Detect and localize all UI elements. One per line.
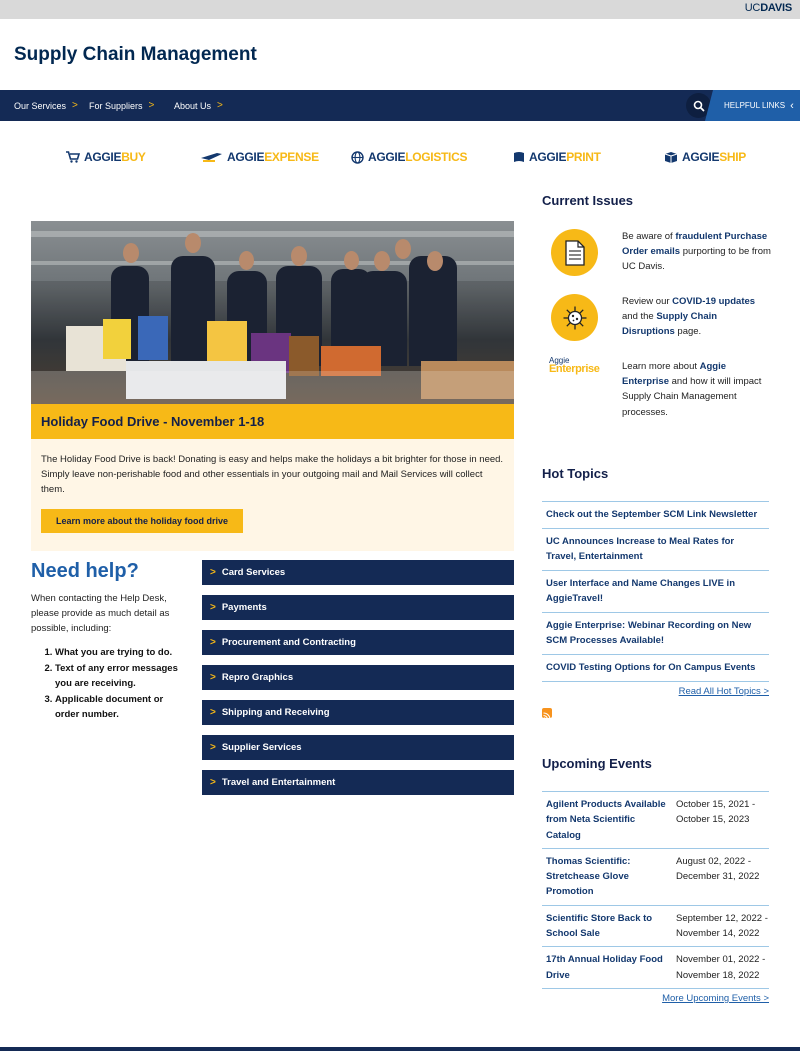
chevron-right-icon: > (210, 567, 216, 578)
learn-more-food-drive-button[interactable]: Learn more about the holiday food drive (41, 509, 243, 533)
issue-text: and the (622, 311, 657, 323)
current-issues-title: Current Issues (542, 193, 634, 208)
issue-text: Be aware of (622, 231, 676, 242)
issue-text: Review our (622, 296, 673, 307)
aggieprint-link[interactable] (513, 150, 601, 164)
chevron-right-icon: > (72, 100, 78, 111)
nav-label: Our Services (14, 100, 67, 111)
chevron-right-icon: > (210, 637, 216, 648)
accordion-label: Card Services (221, 567, 286, 578)
hot-topics-list (542, 501, 769, 682)
more-upcoming-events-link[interactable]: More Upcoming Events > (662, 993, 769, 1004)
food-drive-photo (31, 221, 514, 404)
hot-topic-link[interactable]: Aggie Enterprise: Webinar Recording on New SCM Processes Available! (546, 620, 752, 646)
event-row (542, 792, 769, 849)
event-link[interactable]: Thomas Scientific: Stretchease Glove Promotion (546, 855, 631, 898)
hot-topic-link[interactable]: COVID Testing Options for On Campus Events (546, 662, 756, 673)
supply-chain-disruptions-link[interactable]: Supply Chain Disruptions (622, 311, 718, 338)
logo-line: Enterprise (549, 363, 600, 375)
read-all-hot-topics-link[interactable]: Read All Hot Topics > (678, 686, 769, 697)
fraudulent-po-link[interactable]: fraudulent Purchase Order emails (622, 231, 768, 258)
list-item: 3. Applicable document or order number. (55, 692, 181, 723)
list-item (542, 655, 769, 682)
event-title-cell (546, 911, 676, 942)
chevron-right-icon: > (210, 707, 216, 718)
logo-line: Aggie (549, 356, 570, 365)
aggieship-link[interactable] (664, 150, 746, 164)
event-title-cell (546, 854, 676, 900)
event-date: October 15, 2021 - October 15, 2023 (676, 799, 756, 826)
chevron-right-icon: > (210, 777, 216, 788)
site-title[interactable]: Supply Chain Management (14, 43, 257, 65)
chevron-right-icon: > (210, 742, 216, 753)
list-item (542, 529, 769, 571)
footer-bar (0, 1047, 800, 1051)
hot-topics-section (542, 466, 769, 726)
accordion-repro-graphics[interactable] (202, 665, 514, 690)
brand-suffix: PRINT (566, 150, 601, 164)
aggiebuy-link[interactable] (66, 150, 146, 164)
current-issues-section (542, 193, 769, 433)
aggielogistics-link[interactable] (351, 150, 467, 164)
brand-suffix: BUY (121, 150, 146, 164)
helpful-links-label: HELPFUL LINKS (724, 101, 786, 110)
hero-caption[interactable]: Holiday Food Drive - November 1-18 (31, 404, 514, 439)
accordion-label: Payments (221, 602, 267, 613)
chevron-right-icon: > (210, 672, 216, 683)
brand-aggie: AGGIE (368, 150, 406, 164)
nav-for-suppliers[interactable] (89, 100, 154, 111)
box-icon (664, 151, 678, 164)
hero-description: The Holiday Food Drive is back! Donating is easy and helps make the holidays a bit brighter for those in need. Simply leave non-perishable food and other essentials in your outgoing mail and Mail Services will collect them. (41, 454, 504, 495)
issue-enterprise-text (622, 359, 772, 420)
list-item: 1. What you are trying to do. (55, 645, 181, 661)
nav-label: About Us (174, 100, 212, 111)
nav-label: For Suppliers (89, 100, 143, 111)
need-help-section (31, 560, 181, 723)
event-link[interactable]: 17th Annual Holiday Food Drive (546, 954, 663, 981)
brand-aggie: AGGIE (227, 150, 265, 164)
hero-body (31, 439, 514, 551)
brand-aggie: AGGIE (84, 150, 122, 164)
accordion-supplier-services[interactable] (202, 735, 514, 760)
list-item (542, 502, 769, 529)
accordion-procurement[interactable] (202, 630, 514, 655)
issue-text: and how it will impact Supply Chain Management processes. (622, 376, 762, 418)
rss-icon[interactable] (542, 708, 552, 718)
accordion-payments[interactable] (202, 595, 514, 620)
chevron-left-icon: ‹ (790, 99, 794, 112)
aggieexpense-link[interactable] (201, 150, 319, 164)
chevron-right-icon: > (217, 100, 223, 111)
brand-suffix: LOGISTICS (405, 150, 468, 164)
uc-davis-logo[interactable] (745, 2, 792, 14)
event-row (542, 849, 769, 906)
accordion-travel[interactable] (202, 770, 514, 795)
aggie-enterprise-link[interactable]: Aggie Enterprise (622, 361, 727, 388)
accordion-shipping[interactable] (202, 700, 514, 725)
globe-icon (351, 151, 364, 164)
issue-text: Learn more about (622, 361, 700, 372)
aggie-enterprise-logo (549, 356, 601, 375)
nav-about-us[interactable] (174, 100, 223, 111)
logo-davis-text: DAVIS (760, 2, 792, 14)
event-row (542, 947, 769, 989)
issue-text: page. (674, 326, 702, 338)
list-item: 2. Text of any error messages you are receiving. (55, 661, 181, 692)
accordion-label: Supplier Services (221, 742, 302, 753)
hot-topic-link[interactable]: UC Announces Increase to Meal Rates for Travel, Entertainment (546, 536, 735, 562)
brand-suffix: EXPENSE (264, 150, 319, 164)
event-title-cell (546, 797, 676, 843)
helpful-links-button[interactable] (713, 90, 800, 121)
help-accordion (202, 560, 514, 805)
need-help-list (31, 645, 181, 723)
top-bar (0, 0, 800, 19)
main-nav (0, 90, 800, 121)
event-title-cell (546, 952, 676, 983)
event-row (542, 906, 769, 948)
issue-fraud-text (622, 229, 772, 275)
brand-aggie: AGGIE (682, 150, 720, 164)
accordion-label: Travel and Entertainment (221, 777, 336, 788)
chevron-right-icon: > (210, 602, 216, 613)
hot-topic-link[interactable]: Check out the September SCM Link Newsletter (546, 509, 758, 520)
brand-aggie: AGGIE (529, 150, 567, 164)
list-item (542, 613, 769, 655)
brand-suffix: SHIP (719, 150, 746, 164)
upcoming-events-section (542, 756, 769, 1016)
print-icon (513, 151, 525, 164)
event-link[interactable]: Agilent Products Available from Neta Scientific Catalog (546, 799, 666, 841)
brand-links (0, 150, 800, 168)
hot-topic-link[interactable]: User Interface and Name Changes LIVE in AggieTravel! (546, 578, 736, 604)
search-icon (693, 100, 705, 112)
upcoming-events-title: Upcoming Events (542, 756, 652, 771)
event-link[interactable]: Scientific Store Back to School Sale (546, 912, 653, 940)
accordion-label: Shipping and Receiving (221, 707, 330, 718)
need-help-title: Need help? (31, 560, 139, 582)
hero-feature (31, 221, 514, 551)
events-list (542, 791, 769, 989)
document-icon (551, 229, 598, 276)
virus-icon (551, 294, 598, 341)
event-date: November 01, 2022 - November 18, 2022 (676, 954, 766, 981)
accordion-label: Procurement and Contracting (221, 637, 356, 648)
chevron-right-icon: > (148, 100, 155, 111)
event-date: August 02, 2022 - December 31, 2022 (676, 855, 760, 883)
accordion-card-services[interactable] (202, 560, 514, 585)
issue-covid-text (622, 294, 772, 340)
logo-uc-text: UC (744, 2, 761, 14)
cart-icon (66, 151, 80, 163)
event-date: September 12, 2022 - November 14, 2022 (676, 912, 768, 940)
need-help-intro: When contacting the Help Desk, please provide as much detail as possible, including: (31, 593, 170, 634)
hot-topics-title: Hot Topics (542, 466, 609, 481)
list-item (542, 571, 769, 613)
covid-updates-link[interactable]: COVID-19 updates (672, 296, 756, 307)
plane-icon (201, 151, 223, 163)
nav-our-services[interactable] (14, 100, 78, 111)
accordion-label: Repro Graphics (221, 672, 294, 683)
issue-text: purporting to be from UC Davis. (622, 246, 771, 273)
